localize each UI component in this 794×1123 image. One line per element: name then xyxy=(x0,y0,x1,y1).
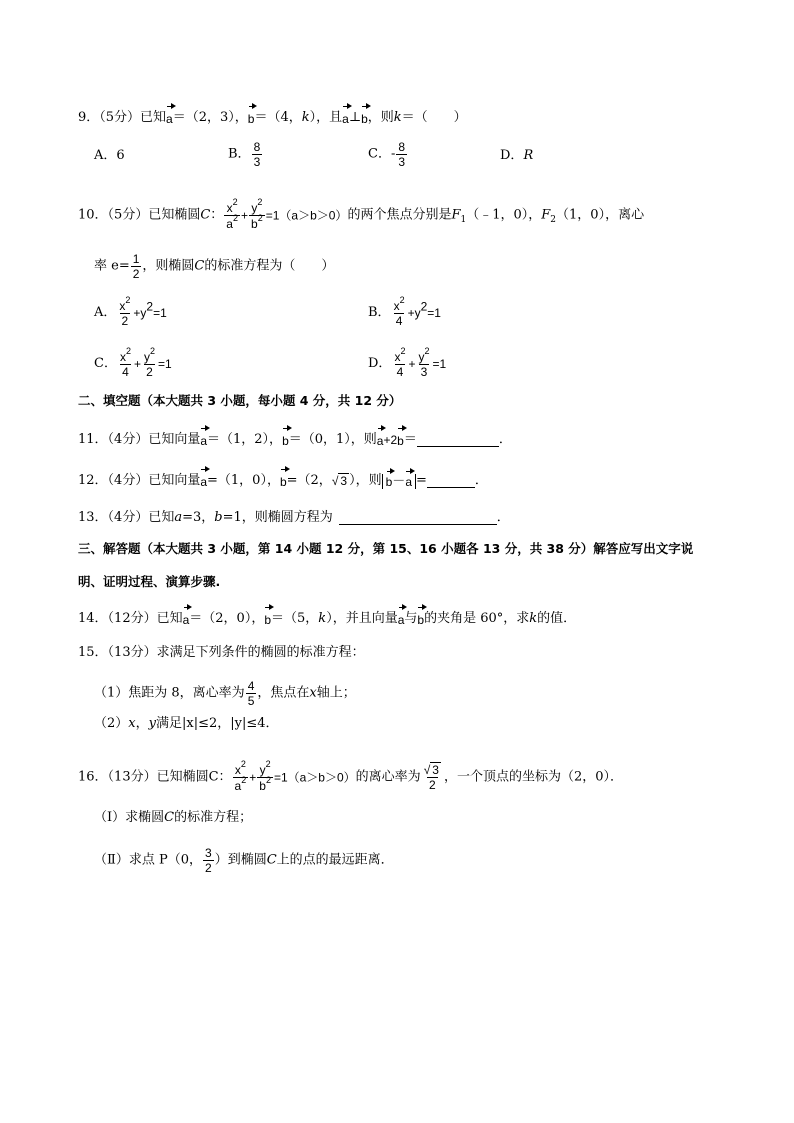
q9-tail: ，则 xyxy=(367,110,394,125)
q16-head: 16．（13分）已知椭圆C： xyxy=(78,769,232,785)
vector-b: b xyxy=(385,474,393,489)
q14-end: 的值． xyxy=(537,611,577,626)
numerator: 4 xyxy=(247,679,255,693)
q12-eq4: = xyxy=(416,473,427,488)
q14-eq3: ），并且向量 xyxy=(326,611,398,626)
denominator: 2 xyxy=(121,313,129,328)
q14-head: 14．（12分）已知 xyxy=(78,611,183,626)
q9-eq1: ＝（2，3）， xyxy=(172,110,248,125)
q11-plus: +2 xyxy=(383,433,398,447)
eccentricity-fraction xyxy=(246,679,257,708)
section-3-heading-line2: 明、证明过程、演算步骤. xyxy=(78,574,221,589)
denominator: 3 xyxy=(420,364,428,379)
exponent: 2 xyxy=(257,212,263,223)
q16-tail: ，一个顶点的坐标为（2，0）． xyxy=(443,769,624,785)
point-fraction xyxy=(203,846,214,875)
option-label: B． xyxy=(368,304,391,320)
eccentricity-fraction xyxy=(422,762,443,792)
vector-b: b xyxy=(264,610,271,628)
exponent: 2 xyxy=(149,346,155,356)
q11-end: ． xyxy=(498,432,512,447)
q9-option-d-value: R xyxy=(523,148,534,163)
numerator: 8 xyxy=(398,140,406,154)
q9-option-b-label: B． xyxy=(228,146,251,162)
exponent: 2 xyxy=(125,295,131,305)
vector-a: a xyxy=(342,109,349,127)
numerator xyxy=(142,346,157,364)
q12-end: ． xyxy=(474,473,488,488)
q15-p2b: ， xyxy=(135,716,149,731)
vector-a: a xyxy=(166,109,173,127)
option-label: D． xyxy=(368,355,392,371)
minus-sign: - xyxy=(390,146,396,162)
q9-option-c xyxy=(368,140,408,169)
subscript: 2 xyxy=(550,214,557,225)
q9-option-b-fraction xyxy=(252,140,263,169)
q9-option-d xyxy=(500,148,533,165)
radicand: 3 xyxy=(340,474,348,489)
denominator xyxy=(257,774,273,793)
option-fraction xyxy=(392,346,407,379)
q15-p2c: 满足|x|≤2，|y|≤4． xyxy=(156,716,279,731)
numerator xyxy=(392,295,407,313)
subscript: 1 xyxy=(460,214,467,225)
q12-eq1: =（1，0）， xyxy=(207,473,280,488)
sqrt: √ 3 xyxy=(331,473,348,489)
perp-symbol: ⊥ xyxy=(348,110,362,125)
q16-part2 xyxy=(94,846,794,875)
q15-stem xyxy=(78,645,794,662)
q15-p1c: 轴上； xyxy=(316,685,356,701)
q10-f2-value: （1，0），离心 xyxy=(556,207,645,223)
plus: + xyxy=(133,356,141,371)
answer-blank[interactable] xyxy=(427,475,475,488)
b-var: b xyxy=(259,778,266,793)
q16-p2c: 上的点的最远距离． xyxy=(276,852,394,868)
exponent: 2 xyxy=(125,346,131,356)
q10-c2: C xyxy=(194,258,205,274)
numerator xyxy=(392,346,407,364)
exponent: 2 xyxy=(265,759,271,769)
option-label: C． xyxy=(94,355,117,371)
exponent: 2 xyxy=(232,212,238,223)
q10-fraction-y xyxy=(249,197,265,231)
minus-sign: － xyxy=(392,473,406,489)
numerator xyxy=(416,346,431,364)
q10-line2a: 率 e= xyxy=(94,258,130,274)
section-2-heading: 二、填空题（本大题共 3 小题，每小题 4 分，共 12 分） xyxy=(78,393,402,408)
vector-b: b xyxy=(248,109,255,127)
c-var: C xyxy=(266,852,277,868)
y-var: y xyxy=(259,762,266,777)
q13-eq1: =3， xyxy=(182,510,215,525)
q11-eq2: ＝（0，1），则 xyxy=(288,432,377,447)
radicand: 3 xyxy=(432,763,439,778)
q9-option-c-label: C． xyxy=(368,146,391,162)
q16-p2b: ）到椭圆 xyxy=(214,852,267,868)
exponent: 2 xyxy=(241,774,247,785)
denominator: 2 xyxy=(132,267,140,281)
option-fraction xyxy=(392,295,407,328)
numerator xyxy=(422,762,443,777)
vector-b: b xyxy=(280,472,287,490)
denominator: 5 xyxy=(247,694,255,708)
q10-line2b: ，则椭圆 xyxy=(142,258,195,274)
y-var: y xyxy=(143,349,150,364)
q9-option-c-fraction xyxy=(396,140,407,169)
q10-c: C xyxy=(200,207,211,223)
q9-option-b xyxy=(228,140,263,169)
exponent: 2 xyxy=(257,197,263,207)
x-var: x xyxy=(234,762,241,777)
x-var: x xyxy=(119,349,126,364)
q13-stem xyxy=(78,510,794,527)
x-var: x xyxy=(119,298,126,313)
exponent: 2 xyxy=(424,346,430,356)
q12-stem xyxy=(78,472,794,490)
a-var: a xyxy=(174,510,183,525)
q10-stem-line2 xyxy=(94,252,794,281)
y-var: y xyxy=(418,349,425,364)
option-end: =1 xyxy=(427,305,441,320)
option-end: =1 xyxy=(153,305,167,320)
q16-fraction-x xyxy=(233,759,249,793)
vector-a: a xyxy=(200,431,207,449)
numerator xyxy=(117,295,132,313)
numerator xyxy=(118,346,133,364)
q12-eq3: ），则 xyxy=(349,473,382,488)
section-3-heading: 三、解答题（本大题共 3 小题，第 14 小题 12 分，第 15、16 小题各 13 分，共 38 分）解答应写出文字说 xyxy=(78,541,694,556)
b-var: b xyxy=(214,510,223,525)
y-var: y xyxy=(148,716,156,731)
q16-mid: 的离心率为 xyxy=(355,769,421,785)
exponent: 2 xyxy=(240,759,246,769)
q9-ask: ＝（ ） xyxy=(401,110,467,125)
q14-eq2: ＝（5， xyxy=(271,611,319,626)
focus-f1: F xyxy=(451,207,461,223)
q12-eq2: =（2， xyxy=(286,473,332,488)
eccentricity-fraction xyxy=(131,252,142,281)
option-fraction xyxy=(118,346,133,379)
q15-p1a: （1）焦距为 8，离心率为 xyxy=(94,685,245,701)
q12-head: 12．（4分）已知向量 xyxy=(78,473,201,488)
vector-a: a xyxy=(183,610,190,628)
x-var: x xyxy=(226,200,233,215)
q11-eq1: ＝（1，2）， xyxy=(207,432,283,447)
q11-head: 11．（4分）已知向量 xyxy=(78,432,201,447)
k-var: k xyxy=(529,611,538,626)
plus: + xyxy=(249,770,257,785)
q15-p1b: ，焦点在 xyxy=(257,685,310,701)
denominator: 3 xyxy=(253,155,261,169)
q16-stem xyxy=(78,759,794,793)
answer-blank[interactable] xyxy=(339,512,497,525)
q11-stem xyxy=(78,431,794,449)
q14-eq1: ＝（2，0）， xyxy=(189,611,265,626)
q10-option-d xyxy=(368,346,447,379)
q9-eq3: ），且 xyxy=(309,110,343,125)
abs-value xyxy=(382,474,416,489)
vector-a: a xyxy=(377,431,384,449)
q14-yu: 与 xyxy=(404,611,418,626)
q10-option-a xyxy=(94,295,167,328)
q15-part1 xyxy=(94,679,794,708)
option-fraction xyxy=(142,346,157,379)
option-label: A． xyxy=(94,304,117,320)
option-tail: +y xyxy=(407,305,421,320)
q9-stem xyxy=(78,109,794,127)
q14-stem xyxy=(78,610,794,628)
exponent: 2 xyxy=(399,295,405,305)
q10-option-c xyxy=(94,346,172,379)
answer-blank[interactable] xyxy=(417,434,499,447)
denominator: 2 xyxy=(428,778,436,793)
exponent: 2 xyxy=(400,346,406,356)
c-var: C xyxy=(164,810,175,825)
focus-f2: F xyxy=(541,207,551,223)
q9-eq2: ＝（4， xyxy=(254,110,302,125)
q10-f1-value: （﹣1，0）， xyxy=(466,207,542,223)
q13-end: ． xyxy=(496,510,510,525)
q16-fraction-y xyxy=(257,759,273,793)
denominator: 4 xyxy=(396,364,404,379)
numerator: 1 xyxy=(132,252,140,266)
q15-p2a: （2） xyxy=(94,716,129,731)
a-var: a xyxy=(234,778,242,793)
sqrt: √ 3 xyxy=(423,762,439,778)
vector-b: b xyxy=(282,431,289,449)
q10-option-b xyxy=(368,295,441,328)
q14-eq4: 的夹角是 60°，求 xyxy=(424,611,530,626)
k-var: k xyxy=(318,611,327,626)
x-var: x xyxy=(394,349,401,364)
q11-eq3: ＝ xyxy=(403,432,417,447)
denominator: 2 xyxy=(146,364,153,379)
vector-a: a xyxy=(398,610,405,628)
exponent: 2 xyxy=(420,299,428,314)
denominator: 3 xyxy=(398,155,406,169)
q16-condition: =1（a＞b＞0） xyxy=(273,770,356,785)
numerator: 3 xyxy=(205,846,212,860)
denominator: 4 xyxy=(395,313,403,328)
q9-k: k xyxy=(301,110,310,125)
q10-stem xyxy=(78,197,794,231)
b-var: b xyxy=(251,216,258,231)
y-var: y xyxy=(251,200,258,215)
q10-colon: ： xyxy=(210,207,224,223)
q13-head: 13．（4分）已知 xyxy=(78,510,175,525)
q16-p1a: （Ⅰ）求椭圆 xyxy=(94,810,165,825)
option-end: =1 xyxy=(158,356,172,371)
denominator: 2 xyxy=(205,861,212,875)
q9-k2: k xyxy=(393,110,402,125)
denominator xyxy=(249,212,265,231)
x-var: x xyxy=(128,716,136,731)
vector-b: b xyxy=(361,109,368,127)
vector-a: a xyxy=(200,472,207,490)
vector-b: b xyxy=(417,610,424,628)
denominator: 4 xyxy=(122,364,129,379)
q15-part2 xyxy=(94,716,794,733)
exponent: 2 xyxy=(265,774,271,785)
denominator xyxy=(224,212,240,231)
option-fraction xyxy=(117,295,132,328)
q16-p1b: 的标准方程； xyxy=(174,810,253,825)
exponent: 2 xyxy=(146,299,154,314)
q16-p2a: （Ⅱ）求点 P（0， xyxy=(94,852,202,868)
q15-head: 15．（13分）求满足下列条件的椭圆的标准方程： xyxy=(78,645,365,660)
vector-b: b xyxy=(397,431,404,449)
a-var: a xyxy=(226,216,233,231)
q10-line2c: 的标准方程为（ ） xyxy=(204,258,335,274)
q10-fraction-x xyxy=(224,197,240,231)
q10-condition: =1（a＞b＞0） xyxy=(265,208,348,223)
denominator xyxy=(233,774,249,793)
q13-eq2: =1，则椭圆方程为 xyxy=(222,510,333,525)
option-fraction xyxy=(416,346,431,379)
q16-part1 xyxy=(94,810,794,827)
q9-head: 9．（5分）已知 xyxy=(78,110,167,125)
q9-option-a: A．6 xyxy=(94,148,125,163)
vector-a: a xyxy=(405,474,412,489)
option-tail: +y xyxy=(133,305,147,320)
exponent: 2 xyxy=(232,197,238,207)
numerator: 8 xyxy=(253,140,261,154)
q10-head: 10．（5分）已知椭圆 xyxy=(78,207,201,223)
option-end: =1 xyxy=(432,356,447,371)
q10-mid: 的两个焦点分别是 xyxy=(347,207,452,223)
q9-option-d-label: D． xyxy=(500,148,524,163)
plus: + xyxy=(408,356,416,371)
x-var: x xyxy=(393,298,400,313)
plus: + xyxy=(241,208,249,223)
x-var: x xyxy=(309,685,317,701)
